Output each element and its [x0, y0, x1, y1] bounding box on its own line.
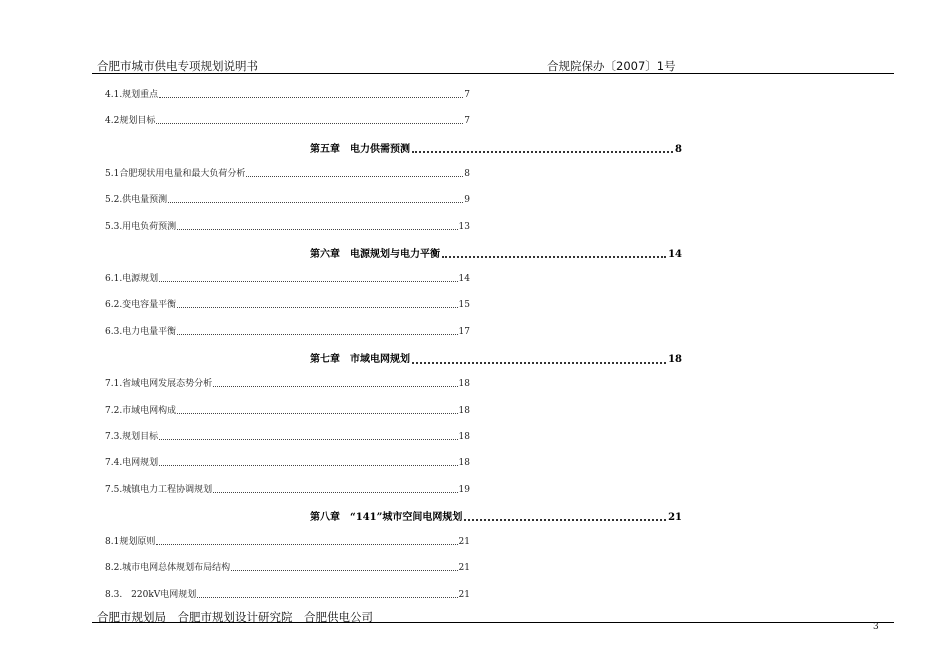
toc-section-entry[interactable] [105, 376, 470, 389]
toc-dot-leader [213, 386, 457, 387]
toc-section-entry[interactable] [105, 560, 470, 573]
toc-section-entry[interactable] [105, 87, 470, 100]
toc-entry-label: 7.1.省域电网发展态势分析 [105, 379, 213, 390]
toc-dot-leader [177, 307, 457, 308]
toc-entry-label: 第六章 电源规划与电力平衡 [310, 248, 440, 260]
toc-section-entry[interactable] [105, 297, 470, 310]
toc-dot-leader [156, 544, 457, 545]
toc-entry-label: 5.1合肥现状用电量和最大负荷分析 [105, 168, 246, 179]
toc-chapter-entry[interactable] [310, 245, 682, 260]
toc-entry-label: 6.3.电力电量平衡 [105, 326, 177, 337]
toc-section-entry[interactable] [105, 429, 470, 442]
toc-entry-label: 第七章 市域电网规划 [310, 354, 410, 365]
toc-entry-label: 第八章 “141”城市空间电网规划 [310, 511, 463, 523]
toc-dot-leader [156, 123, 463, 124]
toc-section-entry[interactable] [105, 324, 470, 337]
toc-entry-label: 7.3.规划目标 [105, 431, 159, 442]
toc-entry-label: 6.2.变电容量平衡 [105, 300, 177, 311]
toc-entry-page: 7 [464, 116, 470, 127]
toc-dot-leader [412, 151, 673, 153]
toc-section-entry[interactable] [105, 482, 470, 495]
toc-entry-label: 4.1.规划重点 [105, 90, 159, 100]
toc-dot-leader [177, 413, 457, 414]
header-document-number: 合规院保办〔2007〕1号 [547, 59, 676, 73]
toc-entry-label: 7.5.城镇电力工程协调规划 [105, 484, 213, 495]
toc-section-entry[interactable] [105, 587, 470, 600]
toc-section-entry[interactable] [105, 219, 470, 232]
toc-entry-page: 21 [668, 511, 682, 523]
toc-dot-leader [168, 202, 463, 203]
toc-chapter-entry[interactable] [310, 140, 682, 155]
toc-entry-page: 17 [458, 326, 470, 337]
toc-entry-label: 5.3.用电负荷预测 [105, 221, 177, 232]
toc-entry-label: 第五章 电力供需预测 [310, 143, 410, 155]
toc-entry-page: 14 [458, 274, 470, 285]
toc-entry-page: 7 [464, 90, 470, 100]
toc-entry-page: 9 [464, 195, 470, 206]
toc-dot-leader [177, 334, 457, 335]
toc-entry-page: 18 [458, 379, 470, 390]
toc-entry-label: 8.3. 220kV电网规划 [105, 589, 197, 600]
toc-section-entry[interactable] [105, 455, 470, 468]
toc-entry-page: 14 [668, 248, 682, 260]
toc-entry-page: 15 [458, 300, 470, 311]
toc-chapter-entry[interactable] [310, 350, 682, 365]
toc-section-entry[interactable] [105, 271, 470, 284]
toc-entry-page: 13 [458, 221, 470, 232]
toc-entry-label: 8.1规划原则 [105, 537, 156, 548]
toc-dot-leader [159, 465, 457, 466]
header-document-title: 合肥市城市供电专项规划说明书 [97, 59, 258, 73]
toc-dot-leader [213, 492, 457, 493]
toc-dot-leader [464, 519, 666, 521]
toc-section-entry[interactable] [105, 166, 470, 179]
toc-entry-page: 21 [458, 589, 470, 600]
toc-dot-leader [159, 439, 457, 440]
toc-section-entry[interactable] [105, 192, 470, 205]
toc-dot-leader [246, 176, 463, 177]
toc-entry-page: 21 [458, 537, 470, 548]
toc-section-entry[interactable] [105, 403, 470, 416]
toc-dot-leader [442, 256, 666, 258]
toc-entry-page: 8 [675, 143, 682, 155]
toc-entry-label: 4.2规划目标 [105, 116, 156, 127]
footer-divider [92, 622, 894, 623]
toc-dot-leader [159, 281, 457, 282]
toc-dot-leader [159, 97, 463, 98]
toc-chapter-entry[interactable] [310, 508, 682, 523]
footer-organizations: 合肥市规划局 合肥市规划设计研究院 合肥供电公司 [97, 610, 373, 624]
toc-entry-page: 19 [458, 484, 470, 495]
toc-entry-label: 6.1.电源规划 [105, 274, 159, 285]
toc-dot-leader [177, 229, 457, 230]
toc-entry-page: 8 [464, 168, 470, 179]
toc-dot-leader [231, 570, 457, 571]
toc-entry-page: 18 [458, 458, 470, 469]
toc-entry-page: 18 [668, 354, 682, 365]
toc-entry-label: 8.2.城市电网总体规划布局结构 [105, 563, 231, 574]
toc-section-entry[interactable] [105, 113, 470, 126]
toc-entry-label: 7.4.电网规划 [105, 458, 159, 469]
toc-entry-label: 5.2.供电量预测 [105, 195, 168, 206]
toc-dot-leader [197, 597, 457, 598]
toc-section-entry[interactable] [105, 534, 470, 547]
toc-entry-page: 18 [458, 405, 470, 416]
page-number: 3 [873, 622, 879, 632]
toc-entry-page: 21 [458, 563, 470, 574]
toc-entry-page: 18 [458, 431, 470, 442]
toc-entry-label: 7.2.市域电网构成 [105, 405, 177, 416]
toc-dot-leader [412, 362, 666, 364]
